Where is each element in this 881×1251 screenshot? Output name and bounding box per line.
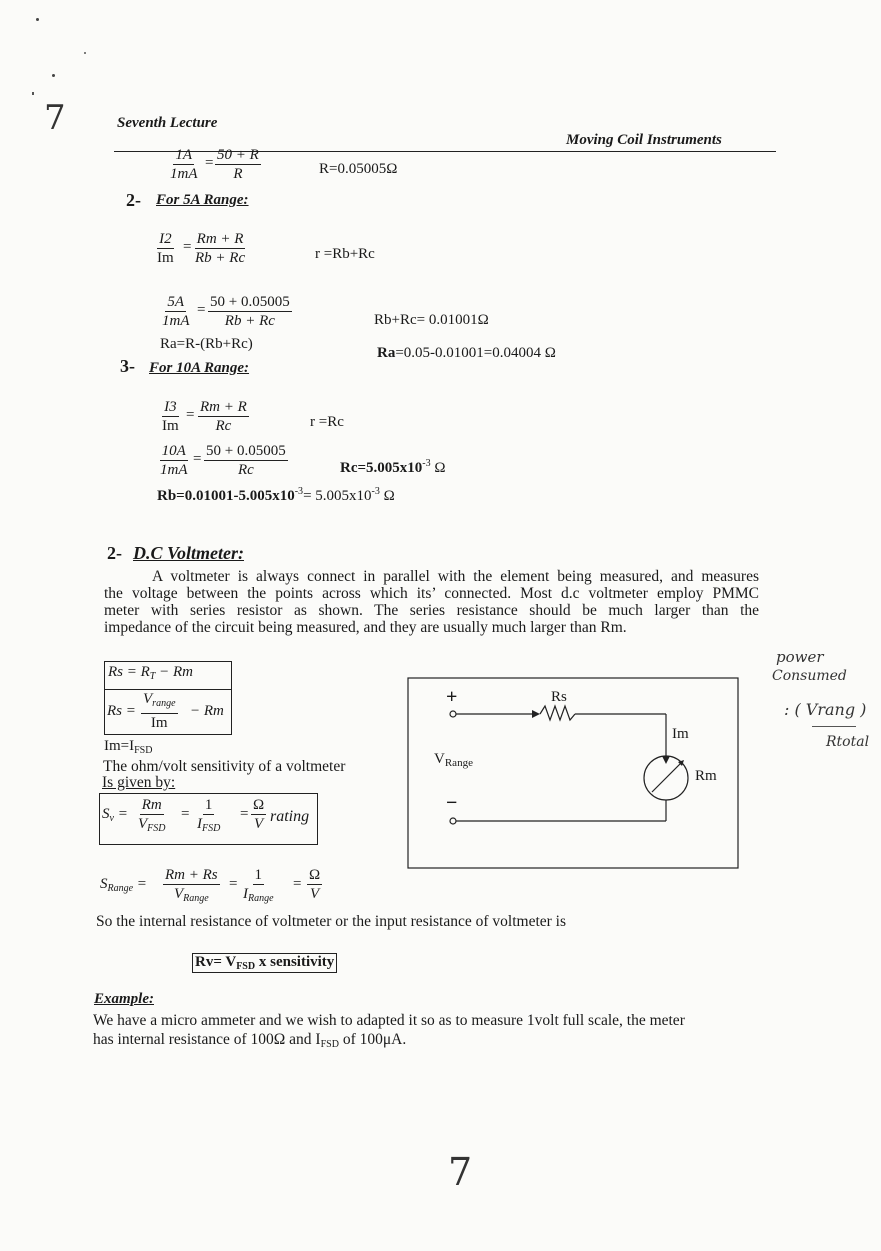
rv-formula-box: $Rv= V_{FSD}$ x sensitivity <box>192 953 337 973</box>
sv-frac-3: $\frac{\Omega}{V}$ <box>253 797 265 832</box>
page-number-handwritten: 7 <box>44 98 66 138</box>
eq-5a-lhs: $\frac{I2}{Im}$ <box>157 231 174 266</box>
sv-lhs: $S_v$ = <box>102 806 128 824</box>
side-note-vrange: : ( Vrang ) <box>784 700 867 719</box>
equals-sign: = <box>229 876 238 892</box>
section-title-10a: For 10A Range: <box>149 360 250 376</box>
rm-label: Rm <box>695 768 717 784</box>
rs-formula-2-frac: $V_{range}$ Im <box>143 691 176 731</box>
sv-frac-1: Rm $V_{FSD}$ <box>138 797 166 834</box>
eq-10a-rhs: $\frac{Rm + R}{Rc}$ <box>200 399 247 434</box>
srange-frac-1: Rm + Rs $V_{Range}$ <box>165 867 218 904</box>
series-resistor <box>540 706 575 720</box>
side-note-power: power <box>776 648 824 666</box>
eq-10a-note: r =Rc <box>310 414 344 430</box>
srange-frac-3: $\frac{\Omega}{V}$ <box>309 867 321 902</box>
rs-label: Rs <box>551 689 567 705</box>
current-arrow <box>532 710 540 718</box>
circuit-frame <box>408 678 738 868</box>
side-note-underline <box>812 726 856 727</box>
internal-resistance-text: So the internal resistance of voltmeter or the input resistance of voltmeter is <box>96 913 567 930</box>
equals-sign: = <box>193 451 202 467</box>
section-number: 2- <box>126 190 141 210</box>
eq-10a-lhs: $\frac{I3}{Im}$ <box>162 399 179 434</box>
speck-dot <box>52 74 55 77</box>
equals-sign: = <box>240 806 249 822</box>
equals-sign: = <box>186 407 195 423</box>
eq-5a-note: r =Rb+Rc <box>315 246 375 262</box>
equals-sign: = <box>181 806 190 822</box>
equals-sign: = <box>183 239 192 255</box>
srange-frac-2: 1 $I_{Range}$ <box>243 867 274 904</box>
section-title-5a: For 5A Range: <box>156 192 249 208</box>
im-ifsd: $Im=I_{FSD}$ <box>104 738 153 756</box>
equals-sign: = <box>293 876 302 892</box>
speck-dot <box>32 92 34 95</box>
eq-10a2-lhs: $\frac{10A}{1mA}$ <box>160 443 188 478</box>
rs-formula-2-lhs: Rs = <box>107 703 136 719</box>
header-left-title: Seventh Lecture <box>117 115 218 131</box>
ra-result: Ra=0.05-0.01001=0.04004 Ω <box>377 345 556 361</box>
sv-frac-2: 1 $I_{FSD}$ <box>197 797 221 834</box>
plus-sign: + <box>446 686 458 708</box>
rc-result: $Rc=5.005x10^{-3}$ Ω <box>340 458 446 476</box>
minus-sign: − <box>446 792 458 814</box>
rs-formula-1: $Rs = R_T - Rm$ <box>108 664 193 682</box>
im-label: Im <box>672 726 689 742</box>
eq-top-result: R=0.05005Ω <box>319 161 398 177</box>
positive-terminal <box>450 711 456 717</box>
meter-needle <box>652 762 682 792</box>
ohm-volt-text-2: Is given by: <box>102 774 176 791</box>
eq-5a-rhs: $\frac{Rm + R}{Rb + Rc}$ <box>195 231 246 266</box>
side-note-consumed: Consumed <box>772 668 847 684</box>
ohm-volt-text-1: The ohm/volt sensitivity of a voltmeter <box>103 758 346 775</box>
header-right-title: Moving Coil Instruments <box>566 132 722 148</box>
side-note-rtotal: Rtotal <box>826 734 870 750</box>
eq-5a2-lhs: $\frac{5A}{1mA}$ <box>162 294 190 329</box>
equals-sign: = <box>205 155 214 171</box>
section-number: 3- <box>120 356 135 376</box>
eq-top-lhs: $\frac{1A}{1mA}$ <box>170 147 198 182</box>
example-line-1: We have a micro ammeter and we wish to adapted it so as to measure 1volt full scale, the meter <box>93 1012 685 1029</box>
speck-dot <box>84 52 86 54</box>
example-title: Example: <box>94 991 154 1007</box>
rs-formula-2-rhs: − Rm <box>190 703 224 719</box>
section-number: 2- <box>107 543 122 563</box>
speck-dot <box>36 18 39 21</box>
sv-rating: rating <box>270 808 310 825</box>
section-title-voltmeter: D.C Voltmeter: <box>133 543 244 563</box>
vrange-label: $V_{Range}$ <box>434 751 473 769</box>
page-number-footer: 7 <box>448 1150 473 1194</box>
rb-result: $Rb=0.01001-5.005x10^{-3}= 5.005x10^{-3}$ Ω <box>157 486 395 504</box>
example-line-2: has internal resistance of 100Ω and $I_{FSD}$ of 100μA. <box>93 1031 407 1050</box>
eq-top-rhs: $\frac{50 + R}{R}$ <box>217 147 259 182</box>
eq-5a2-rhs: $\frac{50 + 0.05005}{Rb + Rc}$ <box>210 294 290 329</box>
eq-5a2-result: Rb+Rc= 0.01001Ω <box>374 312 489 328</box>
negative-terminal <box>450 818 456 824</box>
eq-10a2-rhs: $\frac{50 + 0.05005}{Rc}$ <box>206 443 286 478</box>
voltmeter-paragraph: A voltmeter is always connect in parallel with the element being measured, and measures the voltage between the points across which its’ connected. Most d.c voltmeter employ PMMC meter with series resistor as shown. The series resistance should be much larger than the impedance of the circuit being measured, and they are usually much larger than Rm. <box>104 568 759 636</box>
srange-lhs: $S_{Range}$ = <box>100 876 147 894</box>
im-arrow <box>662 756 670 764</box>
ra-formula: Ra=R-(Rb+Rc) <box>160 336 253 352</box>
equals-sign: = <box>197 302 206 318</box>
header-rule <box>114 151 776 152</box>
